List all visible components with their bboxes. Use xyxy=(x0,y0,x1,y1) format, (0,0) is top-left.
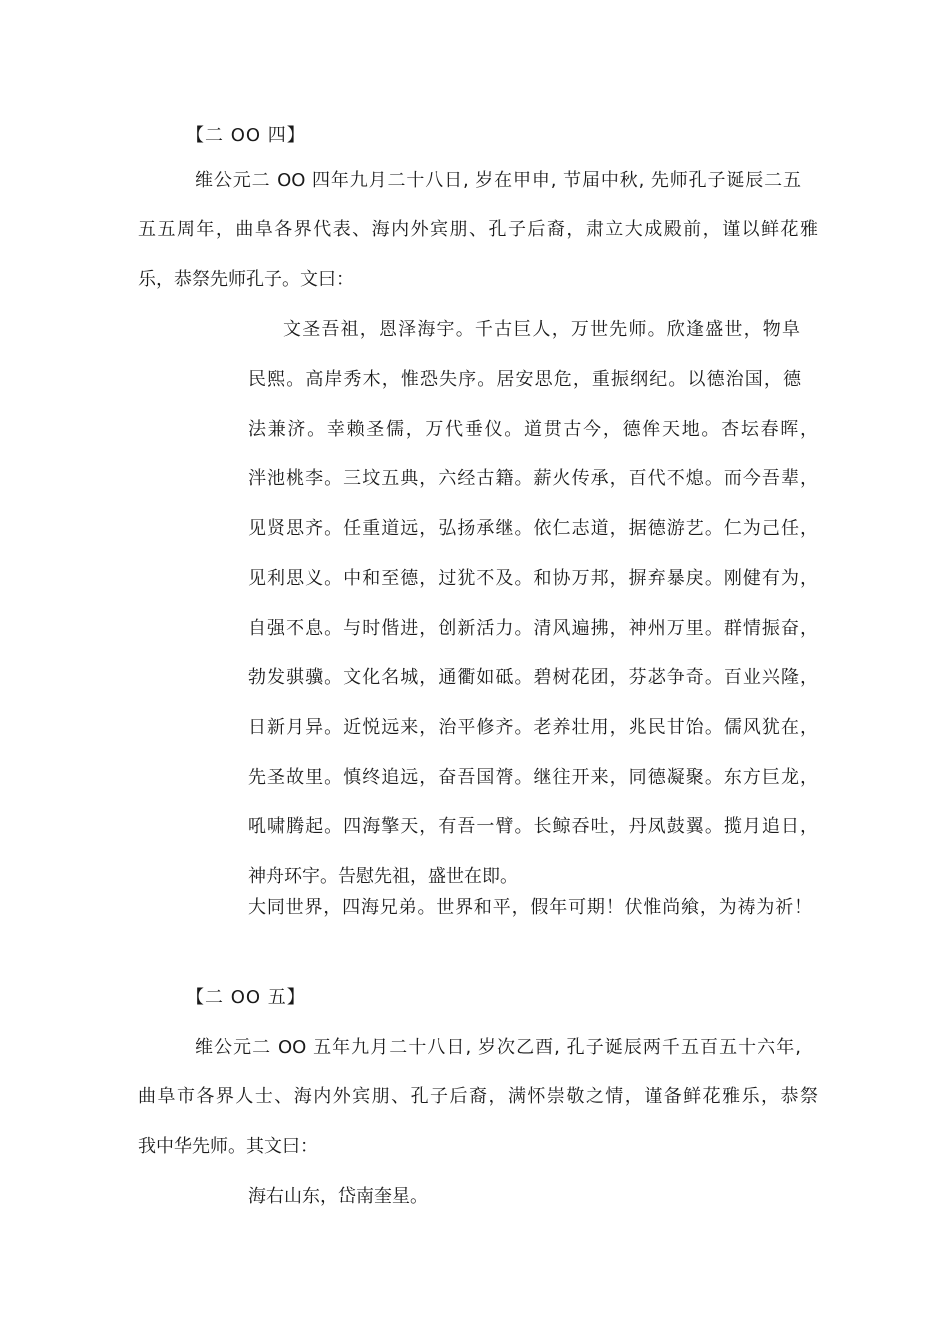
section-2004-verse-line-4: 泮池桃李。三坟五典，六经古籍。薪火传承，百代不熄。而今吾辈， xyxy=(248,468,818,489)
section-2004-verse-line-10: 先圣故里。慎终追远，奋吾国膂。继往开来，同德凝聚。东方巨龙， xyxy=(248,767,818,788)
section-2005-intro-line-1: 维公元二 OO 五年九月二十八日, 岁次乙酉, 孔子诞辰两千五百五十六年, xyxy=(195,1037,801,1058)
section-2005-heading: 【二 OO 五】 xyxy=(186,987,306,1008)
section-2004-verse-line-8: 勃发骐骥。文化名城，通衢如砥。碧树花团，芬苾争奇。百业兴隆， xyxy=(248,667,818,688)
section-2004-verse-line-13: 大同世界，四海兄弟。世界和平，假年可期！伏惟尚飨，为祷为祈！ xyxy=(248,897,812,918)
section-2004-verse-line-3: 法兼济。幸赖圣儒，万代垂仪。道贯古今，德侔天地。杏坛春晖， xyxy=(248,419,818,440)
section-2005-verse-line-1: 海右山东，岱南奎星。 xyxy=(248,1186,428,1207)
section-2004-intro-line-1: 维公元二 OO 四年九月二十八日, 岁在甲申, 节届中秋, 先师孔子诞辰二五 xyxy=(195,170,801,191)
section-2005-intro-line-2: 曲阜市各界人士、海内外宾朋、孔子后裔，满怀崇敬之情，谨备鲜花雅乐，恭祭 xyxy=(138,1086,818,1107)
section-2004-verse-line-12: 神舟环宇。告慰先祖，盛世在即。 xyxy=(248,866,518,887)
section-2004-intro-line-2: 五五周年，曲阜各界代表、海内外宾朋、孔子后裔，肃立大成殿前，谨以鲜花雅 xyxy=(138,219,818,240)
section-2004-verse-line-9: 日新月异。近悦远来，治平修齐。老养壮用，兆民甘饴。儒风犹在， xyxy=(248,717,818,738)
section-2004-intro-line-3: 乐，恭祭先师孔子。文曰： xyxy=(138,269,354,290)
section-2004-verse-line-11: 吼啸腾起。四海擎天，有吾一臂。长鲸吞吐，丹凤鼓翼。揽月追日， xyxy=(248,816,818,837)
section-2004-verse-line-2: 民熙。高岸秀木，惟恐失序。居安思危，重振纲纪。以德治国，德 xyxy=(248,369,801,390)
section-2004-verse-line-5: 见贤思齐。任重道远，弘扬承继。依仁志道，据德游艺。仁为己任， xyxy=(248,518,818,539)
section-2004-verse-line-7: 自强不息。与时偕进，创新活力。清风遍拂，神州万里。群情振奋， xyxy=(248,618,818,639)
section-2005-intro-line-3: 我中华先师。其文曰： xyxy=(138,1136,318,1157)
section-2004-verse-line-1: 文圣吾祖，恩泽海宇。千古巨人，万世先师。欣逢盛世，物阜 xyxy=(283,319,800,340)
section-2004-heading: 【二 OO 四】 xyxy=(186,125,306,146)
section-2004-verse-line-6: 见利思义。中和至德，过犹不及。和协万邦，摒弃暴戾。刚健有为， xyxy=(248,568,818,589)
